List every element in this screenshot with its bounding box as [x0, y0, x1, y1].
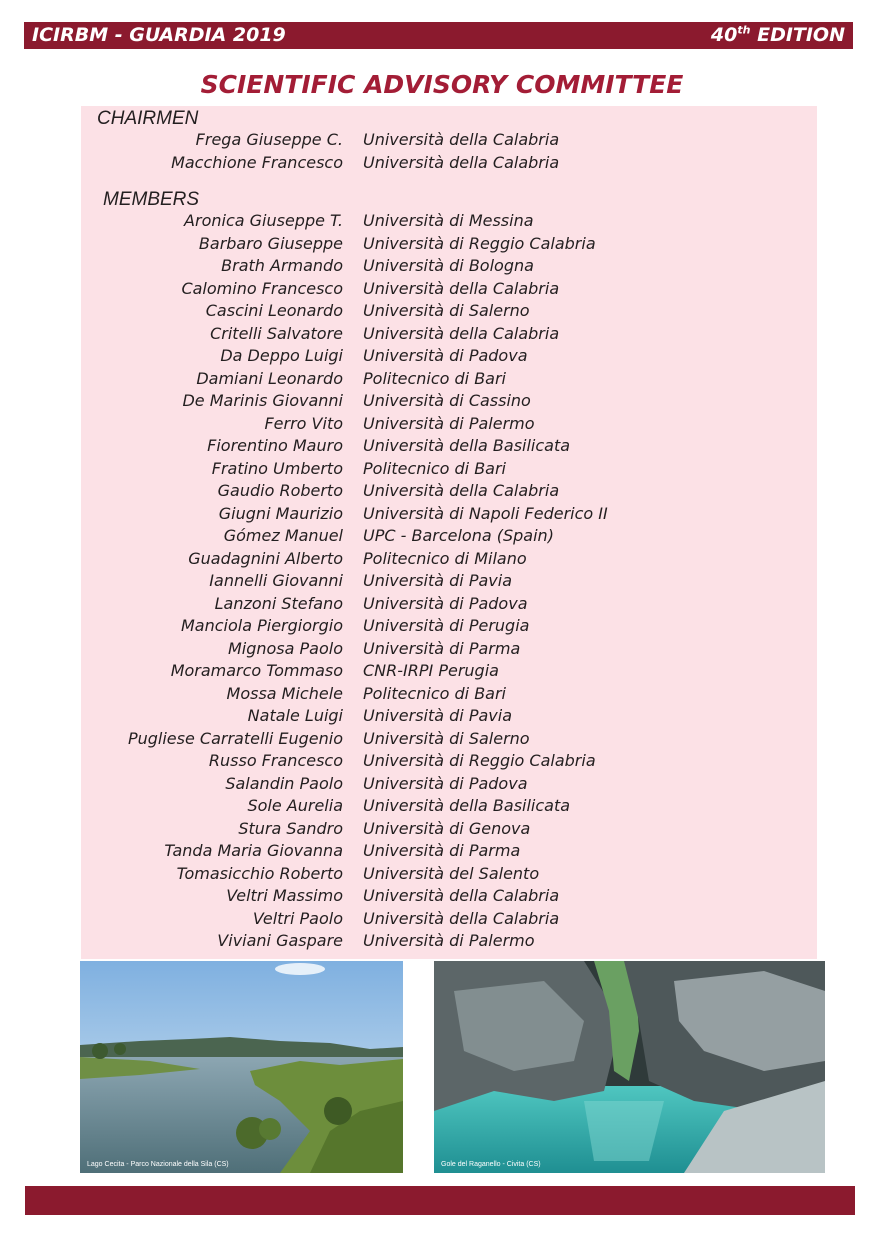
person-name: Veltri Massimo: [226, 886, 343, 905]
member-row: [81, 324, 817, 346]
footer-bar: [25, 1186, 855, 1215]
member-row: [81, 819, 817, 841]
person-affiliation: Università di Padova: [363, 773, 528, 793]
page-title: SCIENTIFIC ADVISORY COMMITTEE: [200, 70, 684, 99]
person-name: Damiani Leonardo: [196, 368, 343, 388]
person-name: Gómez Manuel: [223, 526, 343, 545]
person-name: Brath Armando: [221, 256, 343, 275]
member-row: [81, 661, 817, 683]
member-row: [81, 256, 817, 278]
person-name: Stura Sandro: [238, 818, 343, 838]
committee-panel: [81, 106, 817, 959]
person-affiliation: Università di Pavia: [363, 706, 512, 725]
member-row: [81, 234, 817, 256]
chairman-row: [81, 130, 817, 152]
person-affiliation: Università della Calabria: [363, 886, 560, 905]
person-affiliation: CNR-IRPI Perugia: [363, 661, 499, 680]
gorge-landscape-image: [434, 961, 825, 1173]
member-row: [81, 369, 817, 391]
header-bar: [24, 22, 853, 49]
member-row: [81, 211, 817, 233]
member-row: [81, 594, 817, 616]
person-name: Fiorentino Mauro: [207, 436, 343, 455]
person-name: Veltri Paolo: [252, 908, 343, 928]
person-name: Da Deppo Luigi: [220, 346, 343, 365]
member-row: [81, 549, 817, 571]
member-row: [81, 864, 817, 886]
gorge-photo-caption: Gole del Raganello - Civita (CS): [441, 1161, 541, 1168]
person-name: Viviani Gaspare: [217, 931, 343, 950]
member-row: [81, 729, 817, 751]
person-affiliation: Politecnico di Bari: [363, 368, 506, 388]
member-row: [81, 841, 817, 863]
person-name: Aronica Giuseppe T.: [184, 211, 343, 230]
person-name: Manciola Piergiorgio: [181, 616, 343, 635]
person-name: Sole Aurelia: [247, 796, 343, 815]
member-row: [81, 459, 817, 481]
person-name: Gaudio Roberto: [217, 481, 343, 500]
person-affiliation: Università della Basilicata: [363, 796, 571, 815]
edition-word: EDITION: [750, 24, 845, 46]
edition-ordinal: th: [737, 23, 751, 37]
person-affiliation: Università di Palermo: [363, 931, 535, 950]
member-row: [81, 481, 817, 503]
member-row: [81, 301, 817, 323]
person-name: Giugni Maurizio: [218, 503, 343, 523]
member-row: [81, 504, 817, 526]
conference-name: ICIRBM - GUARDIA 2019: [32, 24, 286, 46]
person-name: Cascini Leonardo: [205, 301, 343, 320]
member-row: [81, 639, 817, 661]
member-row: [81, 909, 817, 931]
person-name: Russo Francesco: [208, 751, 343, 770]
person-affiliation: Università di Parma: [363, 638, 521, 658]
person-name: Tanda Maria Giovanna: [164, 841, 343, 860]
member-row: [81, 436, 817, 458]
person-affiliation: Università della Calabria: [363, 481, 560, 500]
person-affiliation: UPC - Barcelona (Spain): [363, 526, 554, 545]
member-row: [81, 526, 817, 548]
person-affiliation: Università della Calabria: [363, 908, 560, 928]
member-row: [81, 616, 817, 638]
member-row: [81, 796, 817, 818]
chairman-row: [81, 153, 817, 175]
member-row: [81, 346, 817, 368]
person-affiliation: Politecnico di Bari: [363, 683, 506, 703]
person-name: Moramarco Tommaso: [170, 661, 343, 680]
person-affiliation: Università di Genova: [363, 818, 531, 838]
person-name: Guadagnini Alberto: [188, 548, 343, 568]
member-row: [81, 571, 817, 593]
member-row: [81, 886, 817, 908]
member-row: [81, 706, 817, 728]
person-affiliation: Università di Padova: [363, 593, 528, 613]
member-row: [81, 774, 817, 796]
person-affiliation: Politecnico di Milano: [363, 548, 527, 568]
person-name: Iannelli Giovanni: [209, 571, 343, 590]
member-row: [81, 684, 817, 706]
member-row: [81, 414, 817, 436]
person-name: De Marinis Giovanni: [182, 391, 343, 410]
person-affiliation: Università della Calabria: [363, 152, 560, 172]
members-heading: MEMBERS: [103, 189, 200, 210]
chairmen-heading: CHAIRMEN: [97, 108, 199, 129]
person-name: Natale Luigi: [247, 706, 343, 725]
member-row: [81, 751, 817, 773]
gorge-photo: [434, 961, 825, 1173]
person-name: Barbaro Giuseppe: [198, 233, 343, 253]
person-affiliation: Università di Parma: [363, 841, 521, 860]
member-row: [81, 931, 817, 953]
person-name: Salandin Paolo: [225, 773, 343, 793]
edition-label: [711, 22, 845, 49]
person-affiliation: Università di Perugia: [363, 616, 530, 635]
person-affiliation: Università di Palermo: [363, 413, 535, 433]
person-name: Mignosa Paolo: [227, 638, 343, 658]
person-name: Macchione Francesco: [171, 152, 343, 172]
person-affiliation: Università di Napoli Federico II: [363, 503, 608, 523]
person-name: Ferro Vito: [264, 413, 343, 433]
lake-landscape-image: [80, 961, 403, 1173]
person-name: Tomasicchio Roberto: [176, 863, 343, 883]
person-name: Frega Giuseppe C.: [195, 130, 343, 149]
edition-number: 40: [710, 24, 738, 46]
person-name: Critelli Salvatore: [210, 323, 343, 343]
member-row: [81, 279, 817, 301]
person-affiliation: Università della Calabria: [363, 323, 560, 343]
lake-photo: [80, 961, 403, 1173]
person-affiliation: Università di Reggio Calabria: [363, 233, 596, 253]
person-name: Pugliese Carratelli Eugenio: [127, 728, 343, 748]
person-name: Mossa Michele: [226, 683, 343, 703]
person-affiliation: Università di Padova: [363, 346, 528, 365]
person-affiliation: Università di Salerno: [363, 728, 530, 748]
person-affiliation: Università del Salento: [363, 863, 540, 883]
person-affiliation: Università di Cassino: [363, 391, 531, 410]
person-affiliation: Università di Messina: [363, 211, 534, 230]
person-affiliation: Università di Bologna: [363, 256, 534, 275]
person-affiliation: Università di Pavia: [363, 571, 512, 590]
person-affiliation: Università della Basilicata: [363, 436, 571, 455]
member-row: [81, 391, 817, 413]
person-affiliation: Università della Calabria: [363, 278, 560, 298]
person-name: Calomino Francesco: [181, 278, 343, 298]
person-affiliation: Università di Reggio Calabria: [363, 751, 596, 770]
person-name: Lanzoni Stefano: [214, 593, 343, 613]
person-name: Fratino Umberto: [211, 458, 343, 478]
person-affiliation: Università della Calabria: [363, 130, 560, 149]
lake-photo-caption: Lago Cecita - Parco Nazionale della Sila (CS): [87, 1161, 229, 1168]
person-affiliation: Politecnico di Bari: [363, 458, 506, 478]
person-affiliation: Università di Salerno: [363, 301, 530, 320]
